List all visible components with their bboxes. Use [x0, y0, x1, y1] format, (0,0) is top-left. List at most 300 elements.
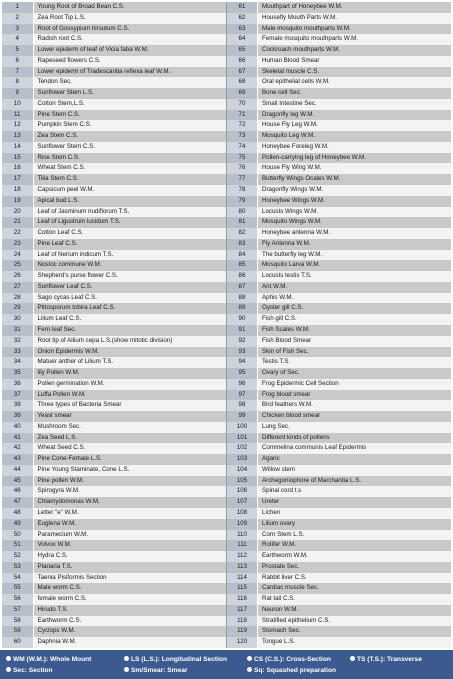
slide-number-right: 120: [227, 637, 258, 648]
slide-name-right: Cockroach mouthparts W.M.: [258, 45, 452, 56]
slide-name-right: Mouthpart of Honeybee W.M.: [258, 2, 452, 13]
slide-name-right: Locusts Wings W.M.: [258, 207, 452, 218]
slide-name-right: Tongue L.S.: [258, 637, 452, 648]
slide-name-right: Stratified epithelium C.S.: [258, 616, 452, 627]
slide-name-right: Aphis W.M.: [258, 293, 452, 304]
slide-name-left: Apical bud L.S.: [33, 196, 227, 207]
slide-number-right: 110: [227, 530, 258, 541]
slide-number-right: 80: [227, 207, 258, 218]
slide-name-left: Cotton Stem,L.S.: [33, 99, 227, 110]
slide-number-right: 84: [227, 250, 258, 261]
slide-number-right: 75: [227, 153, 258, 164]
slide-number-left: 44: [2, 465, 33, 476]
table-row: [2, 519, 451, 530]
table-row: [2, 142, 451, 153]
table-row: [2, 336, 451, 347]
slide-name-left: Taenia Pisiformis Section: [33, 573, 227, 584]
table-row: [2, 605, 451, 616]
table-row: [2, 530, 451, 541]
slide-number-right: 83: [227, 239, 258, 250]
slide-name-left: Daphnia W.M.: [33, 637, 227, 648]
slide-name-right: Agaric: [258, 454, 452, 465]
slide-name-right: Fly Antenna W.M.: [258, 239, 452, 250]
slide-number-left: 11: [2, 110, 33, 121]
slide-number-left: 9: [2, 88, 33, 99]
slide-name-left: Euglena W.M.: [33, 519, 227, 530]
slide-number-right: 109: [227, 519, 258, 530]
slide-number-right: 99: [227, 411, 258, 422]
slide-name-right: Testis T.S.: [258, 357, 452, 368]
slide-name-left: Earthworm C.S.: [33, 616, 227, 627]
slide-number-right: 78: [227, 185, 258, 196]
table-row: [2, 260, 451, 271]
slide-number-left: 54: [2, 573, 33, 584]
slide-number-left: 6: [2, 56, 33, 67]
slide-name-left: Volvox W.M.: [33, 540, 227, 551]
slide-name-left: Rice Stem C.S.: [33, 153, 227, 164]
slide-number-left: 60: [2, 637, 33, 648]
slide-number-right: 111: [227, 540, 258, 551]
slide-number-left: 56: [2, 594, 33, 605]
slide-number-right: 88: [227, 293, 258, 304]
slide-number-left: 53: [2, 562, 33, 573]
slide-name-right: Corn Stem L.S.: [258, 530, 452, 541]
slide-name-right: Rat tail C.S.: [258, 594, 452, 605]
slide-name-left: Pine pollen W.M.: [33, 476, 227, 487]
slide-number-left: 31: [2, 325, 33, 336]
slide-number-left: 39: [2, 411, 33, 422]
legend-item-smear: Sm/Smear: Smear: [124, 666, 187, 675]
table-row: [2, 120, 451, 131]
table-row: [2, 626, 451, 637]
table-row: [2, 303, 451, 314]
slide-number-right: 63: [227, 24, 258, 35]
legend-item-ls: LS (L.S.): Longitudinal Section: [124, 655, 227, 664]
table-row: [2, 250, 451, 261]
slide-number-left: 42: [2, 443, 33, 454]
slide-name-left: Pittosporum tobira Leaf C.S.: [33, 303, 227, 314]
slide-name-right: Pollen-carrying leg of Honeybee W.M.: [258, 153, 452, 164]
slide-number-left: 43: [2, 454, 33, 465]
slide-name-left: Leaf of Jasminum nudiflorum T.S.: [33, 207, 227, 218]
slide-name-right: Different kinds of pollens: [258, 433, 452, 444]
slide-number-left: 22: [2, 228, 33, 239]
legend-item-cs: CS (C.S.): Cross-Section: [247, 655, 331, 664]
slide-number-right: 93: [227, 347, 258, 358]
table-row: [2, 400, 451, 411]
slide-name-right: Neuron W.M.: [258, 605, 452, 616]
slide-number-right: 94: [227, 357, 258, 368]
slide-number-right: 95: [227, 368, 258, 379]
table-row: [2, 282, 451, 293]
slide-name-right: Small Intestine Sec.: [258, 99, 452, 110]
slide-number-right: 92: [227, 336, 258, 347]
slide-name-left: Root tip of Allium cepa L.S.(show mitotic division): [33, 336, 227, 347]
slide-name-right: Commelina communis Leaf Epidermis: [258, 443, 452, 454]
slide-name-left: Root of Gossypium hirsutum C.S.: [33, 24, 227, 35]
slide-name-left: Tendon Sec.: [33, 77, 227, 88]
table-row: [2, 637, 451, 648]
slide-name-left: Pollen germination W.M.: [33, 379, 227, 390]
table-row: [2, 476, 451, 487]
slide-name-right: House Fly Leg W.M.: [258, 120, 452, 131]
slide-name-right: Skeletal muscle C.S.: [258, 67, 452, 78]
slide-number-right: 107: [227, 497, 258, 508]
slide-number-right: 76: [227, 163, 258, 174]
slide-number-left: 5: [2, 45, 33, 56]
slide-number-right: 62: [227, 13, 258, 24]
slide-name-left: Pine Cone-Female L.S.: [33, 454, 227, 465]
slide-name-right: Lichen: [258, 508, 452, 519]
table-row: [2, 540, 451, 551]
slide-number-right: 114: [227, 573, 258, 584]
slide-number-left: 35: [2, 368, 33, 379]
table-row: [2, 314, 451, 325]
slide-name-right: Bird feathers W.M.: [258, 400, 452, 411]
slide-name-left: Lower epiderm of Tradescantia reflexa leaf W.M.: [33, 67, 227, 78]
slide-name-right: Spinal cord t.s: [258, 486, 452, 497]
slide-number-left: 26: [2, 271, 33, 282]
slide-number-right: 118: [227, 616, 258, 627]
slide-list-table: [2, 2, 451, 648]
slide-number-right: 81: [227, 217, 258, 228]
table-row: [2, 34, 451, 45]
slide-name-right: Male mosquito mouthparts W.M.: [258, 24, 452, 35]
table-row: [2, 131, 451, 142]
slide-number-left: 32: [2, 336, 33, 347]
slide-name-left: Nostoc commune W.M.: [33, 260, 227, 271]
slide-number-right: 64: [227, 34, 258, 45]
slide-name-left: Tilia Stem C.S.: [33, 174, 227, 185]
slide-name-right: Fish Blood Smear: [258, 336, 452, 347]
slide-number-left: 30: [2, 314, 33, 325]
slide-number-right: 112: [227, 551, 258, 562]
table-row: [2, 56, 451, 67]
slide-number-right: 102: [227, 443, 258, 454]
slide-name-right: Stomach Sec.: [258, 626, 452, 637]
slide-name-left: Mushroom Sec.: [33, 422, 227, 433]
bullet-icon: [124, 667, 129, 672]
slide-name-right: Cardiac muscle Sec.: [258, 583, 452, 594]
slide-name-right: Skin of Fish Sec.: [258, 347, 452, 358]
slide-name-right: Oral epithelial cells W.M.: [258, 77, 452, 88]
slide-name-left: Sunflower Stem L.S.: [33, 88, 227, 99]
slide-number-left: 24: [2, 250, 33, 261]
slide-number-right: 61: [227, 2, 258, 13]
slide-number-right: 108: [227, 508, 258, 519]
table-row: [2, 228, 451, 239]
slide-name-right: Lung Sec.: [258, 422, 452, 433]
slide-name-right: Rotifer W.M.: [258, 540, 452, 551]
slide-number-left: 1: [2, 2, 33, 13]
slide-name-right: Mosquito Leg W.M.: [258, 131, 452, 142]
slide-name-left: Pumpkin Stem C.S.: [33, 120, 227, 131]
legend-item-sec: Sec: Section: [6, 666, 53, 675]
slide-number-left: 2: [2, 13, 33, 24]
slide-number-left: 4: [2, 34, 33, 45]
slide-name-left: Wheat Seed C.S.: [33, 443, 227, 454]
slide-number-right: 65: [227, 45, 258, 56]
table-row: [2, 217, 451, 228]
table-row: [2, 422, 451, 433]
slide-name-left: Lilium Leaf C.S.: [33, 314, 227, 325]
slide-name-left: Male worm C.S.: [33, 583, 227, 594]
bullet-icon: [124, 656, 129, 661]
slide-number-left: 45: [2, 476, 33, 487]
slide-name-left: Shepherd's purse flower C.S.: [33, 271, 227, 282]
slide-name-right: Chicken blood smear: [258, 411, 452, 422]
bullet-icon: [350, 656, 355, 661]
table-row: [2, 616, 451, 627]
slide-number-right: 119: [227, 626, 258, 637]
slide-number-right: 113: [227, 562, 258, 573]
slide-number-right: 91: [227, 325, 258, 336]
slide-number-right: 72: [227, 120, 258, 131]
slide-number-left: 48: [2, 508, 33, 519]
slide-number-left: 51: [2, 540, 33, 551]
table-row: [2, 13, 451, 24]
slide-number-right: 74: [227, 142, 258, 153]
slide-name-right: Housefly Mouth Parts W.M.: [258, 13, 452, 24]
slide-number-left: 59: [2, 626, 33, 637]
table-row: [2, 347, 451, 358]
table-row: [2, 207, 451, 218]
slide-name-left: Pine Stem C.S.: [33, 110, 227, 121]
slide-number-left: 27: [2, 282, 33, 293]
slide-name-right: Oyster gill C.S.: [258, 303, 452, 314]
slide-name-right: Ovary of Sec.: [258, 368, 452, 379]
slide-name-left: Pine Leaf C.S.: [33, 239, 227, 250]
slide-name-right: House Fly Wing W.M.: [258, 163, 452, 174]
table-row: [2, 24, 451, 35]
legend-item-wm: WM (W.M.): Whole Mount: [6, 655, 91, 664]
table-row: [2, 45, 451, 56]
bullet-icon: [247, 667, 252, 672]
slide-name-left: Paramecium W.M.: [33, 530, 227, 541]
slide-name-right: Honeybee Foreleg W.M.: [258, 142, 452, 153]
slide-name-right: Ureter: [258, 497, 452, 508]
table-row: [2, 508, 451, 519]
table-row: [2, 185, 451, 196]
slide-number-left: 41: [2, 433, 33, 444]
table-row: [2, 486, 451, 497]
slide-number-left: 13: [2, 131, 33, 142]
legend-item-ts: TS (T.S.): Transverse: [350, 655, 422, 664]
slide-name-right: Mosquito Wings W.M.: [258, 217, 452, 228]
table-row: [2, 454, 451, 465]
slide-number-right: 106: [227, 486, 258, 497]
slide-name-left: lily Pollen W.M.: [33, 368, 227, 379]
slide-number-left: 34: [2, 357, 33, 368]
slide-number-left: 23: [2, 239, 33, 250]
slide-name-left: Radish root C.S.: [33, 34, 227, 45]
slide-name-right: Locusts testis T.S.: [258, 271, 452, 282]
slide-name-right: Fish gill C.S.: [258, 314, 452, 325]
slide-number-left: 50: [2, 530, 33, 541]
slide-name-right: Honeybee Wings W.M.: [258, 196, 452, 207]
slide-name-left: Yeast smear: [33, 411, 227, 422]
slide-name-left: Leaf of Nerium indicum T.S.: [33, 250, 227, 261]
slide-name-right: Earthworm W.M.: [258, 551, 452, 562]
slide-number-left: 38: [2, 400, 33, 411]
table-row: [2, 443, 451, 454]
slide-number-left: 37: [2, 390, 33, 401]
slide-number-left: 40: [2, 422, 33, 433]
slide-name-right: Ant W.M.: [258, 282, 452, 293]
slide-number-right: 87: [227, 282, 258, 293]
slide-name-right: Bone cell Sec.: [258, 88, 452, 99]
slide-name-left: Rapeseed flowers C.S.: [33, 56, 227, 67]
slide-name-left: Hirudo T.S.: [33, 605, 227, 616]
slide-number-right: 103: [227, 454, 258, 465]
slide-name-left: Matuer anther of Lilium T.S.: [33, 357, 227, 368]
slide-number-right: 96: [227, 379, 258, 390]
slide-number-left: 46: [2, 486, 33, 497]
table-row: [2, 562, 451, 573]
slide-name-left: Onion Epidermis W.M.: [33, 347, 227, 358]
slide-number-right: 86: [227, 271, 258, 282]
slide-name-left: Sunflower Stem C.S.: [33, 142, 227, 153]
slide-number-left: 55: [2, 583, 33, 594]
slide-number-left: 18: [2, 185, 33, 196]
slide-number-right: 71: [227, 110, 258, 121]
slide-name-right: Dragonfly Wings W.M.: [258, 185, 452, 196]
slide-number-left: 17: [2, 174, 33, 185]
table-row: [2, 271, 451, 282]
slide-number-left: 58: [2, 616, 33, 627]
slide-name-right: Willow stem: [258, 465, 452, 476]
slide-name-left: Sago cycas Leaf C.S.: [33, 293, 227, 304]
table-row: [2, 293, 451, 304]
slide-name-right: Butterfly Wings Ocales W.M.: [258, 174, 452, 185]
slide-name-left: Three types of Bacteria Smear: [33, 400, 227, 411]
slide-name-right: Frog Epidermic Cell Section: [258, 379, 452, 390]
slide-name-left: Cyclops W.M.: [33, 626, 227, 637]
table-row: [2, 411, 451, 422]
slide-name-left: Zea Root Tip L.S.: [33, 13, 227, 24]
table-row: [2, 153, 451, 164]
table-row: [2, 77, 451, 88]
slide-name-right: Fish Scales W.M.: [258, 325, 452, 336]
slide-name-right: Lilium ovary: [258, 519, 452, 530]
slide-name-right: Prostate Sec.: [258, 562, 452, 573]
slide-number-right: 117: [227, 605, 258, 616]
slide-number-right: 105: [227, 476, 258, 487]
slide-number-right: 100: [227, 422, 258, 433]
table-row: [2, 99, 451, 110]
slide-number-left: 19: [2, 196, 33, 207]
slide-name-left: Lower epiderm of leaf of Vicia faba W.M.: [33, 45, 227, 56]
slide-number-left: 20: [2, 207, 33, 218]
table-row: [2, 573, 451, 584]
table-row: [2, 497, 451, 508]
slide-number-right: 101: [227, 433, 258, 444]
table-row: [2, 551, 451, 562]
table-row: [2, 196, 451, 207]
slide-number-left: 8: [2, 77, 33, 88]
table-row: [2, 357, 451, 368]
slide-number-right: 69: [227, 88, 258, 99]
slide-name-left: female worm C.S.: [33, 594, 227, 605]
slide-name-right: Female mosquito mouthparts W.M.: [258, 34, 452, 45]
slide-number-left: 15: [2, 153, 33, 164]
slide-name-left: Cotton Leaf C.S.: [33, 228, 227, 239]
table-row: [2, 174, 451, 185]
table-row: [2, 390, 451, 401]
slide-name-right: Dragonfly leg W.M.: [258, 110, 452, 121]
slide-name-left: Zea Stem C.S.: [33, 131, 227, 142]
slide-number-right: 90: [227, 314, 258, 325]
slide-name-left: Wheat Stem C.S.: [33, 163, 227, 174]
slide-number-left: 49: [2, 519, 33, 530]
slide-name-right: Honeybee antenna W.M.: [258, 228, 452, 239]
legend-item-sq: Sq: Squashed preparation: [247, 666, 336, 675]
table-row: [2, 2, 451, 13]
slide-number-right: 89: [227, 303, 258, 314]
slide-name-right: Mosquito Larva W.M.: [258, 260, 452, 271]
slide-number-left: 7: [2, 67, 33, 78]
table-row: [2, 583, 451, 594]
slide-name-right: The butterfly leg W.M.: [258, 250, 452, 261]
table-row: [2, 379, 451, 390]
slide-number-left: 36: [2, 379, 33, 390]
slide-number-right: 67: [227, 67, 258, 78]
table-row: [2, 433, 451, 444]
slide-list-body: [2, 2, 451, 648]
slide-number-left: 16: [2, 163, 33, 174]
slide-number-right: 68: [227, 77, 258, 88]
table-row: [2, 163, 451, 174]
slide-number-right: 98: [227, 400, 258, 411]
slide-name-left: Letter "e" W.M.: [33, 508, 227, 519]
slide-number-left: 57: [2, 605, 33, 616]
slide-name-right: Human Blood Smear: [258, 56, 452, 67]
slide-name-left: Young Root of Broad Bean C.S.: [33, 2, 227, 13]
slide-name-left: Zea Seed L.S.: [33, 433, 227, 444]
slide-name-left: Capsicum peel W.M.: [33, 185, 227, 196]
slide-number-right: 85: [227, 260, 258, 271]
slide-name-left: Hydra C.S.: [33, 551, 227, 562]
slide-number-right: 97: [227, 390, 258, 401]
slide-name-left: Pine Young Staminate, Cone L.S.: [33, 465, 227, 476]
slide-number-left: 12: [2, 120, 33, 131]
slide-number-right: 73: [227, 131, 258, 142]
bullet-icon: [6, 667, 11, 672]
slide-number-left: 14: [2, 142, 33, 153]
slide-number-left: 25: [2, 260, 33, 271]
slide-number-left: 3: [2, 24, 33, 35]
slide-number-left: 29: [2, 303, 33, 314]
slide-number-right: 116: [227, 594, 258, 605]
slide-name-left: Chlamydomonas W.M.: [33, 497, 227, 508]
slide-name-right: Archegoniophore of Marchantia L.S.: [258, 476, 452, 487]
table-row: [2, 110, 451, 121]
slide-name-right: Rabbit liver C.S.: [258, 573, 452, 584]
slide-number-left: 33: [2, 347, 33, 358]
slide-number-right: 79: [227, 196, 258, 207]
abbreviation-legend: [0, 650, 453, 679]
table-row: [2, 239, 451, 250]
slide-name-left: Spirogyra W.M.: [33, 486, 227, 497]
slide-number-left: 52: [2, 551, 33, 562]
table-row: [2, 368, 451, 379]
bullet-icon: [247, 656, 252, 661]
slide-number-right: 104: [227, 465, 258, 476]
slide-name-left: Planaria T.S.: [33, 562, 227, 573]
slide-name-left: Luffa Pollen W.M.: [33, 390, 227, 401]
table-row: [2, 88, 451, 99]
slide-name-left: Sunflower Leaf C.S.: [33, 282, 227, 293]
